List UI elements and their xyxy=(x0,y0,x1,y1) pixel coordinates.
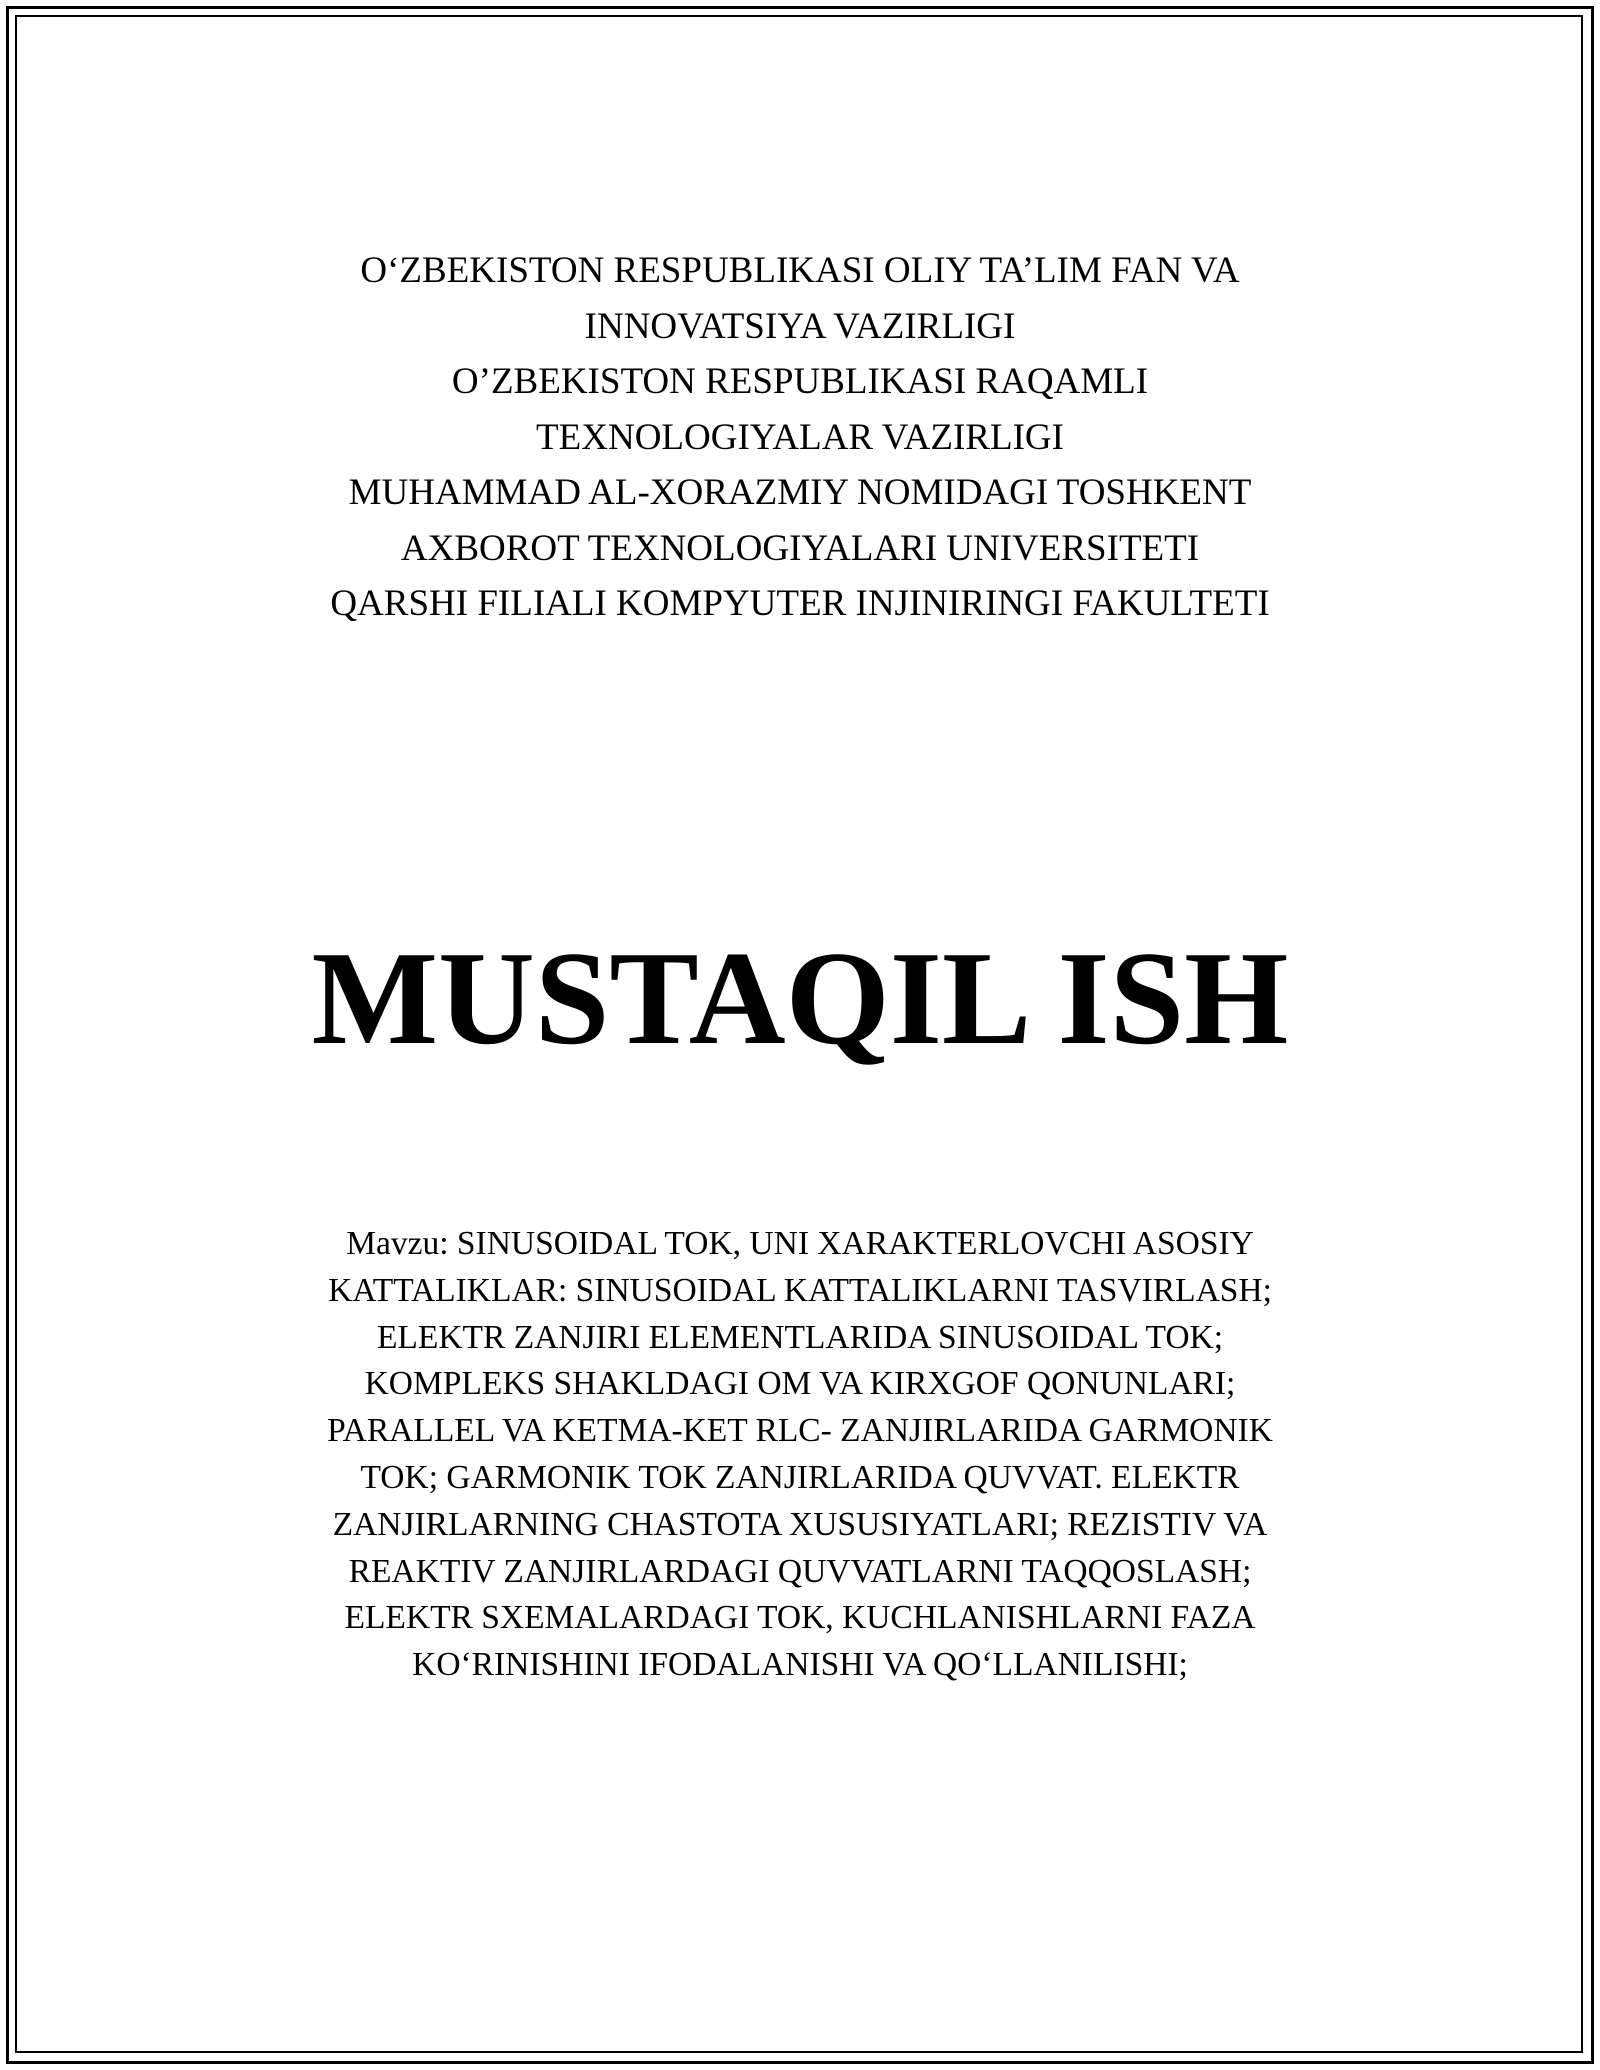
header-line: INNOVATSIYA VAZIRLIGI xyxy=(584,305,1016,347)
header-line: TEXNOLOGIYALAR VAZIRLIGI xyxy=(536,416,1064,458)
topic-line: TOK; GARMONIK TOK ZANJIRLARIDA QUVVAT. ELEKTR xyxy=(360,1458,1240,1496)
header-line: AXBOROT TEXNOLOGIYALARI UNIVERSITETI xyxy=(400,527,1200,569)
topic-line: Mavzu: SINUSOIDAL TOK, UNI XARAKTERLOVCHI ASOSIY xyxy=(346,1225,1254,1262)
document-title: MUSTAQIL ISH xyxy=(311,924,1289,1072)
topic-line: ELEKTR ZANJIRI ELEMENTLARIDA SINUSOIDAL TOK; xyxy=(376,1318,1224,1356)
topic-line: REAKTIV ZANJIRLARDAGI QUVVATLARNI TAQQOSLASH; xyxy=(348,1552,1252,1590)
institution-header xyxy=(0,243,1600,632)
header-line: QARSHI FILIALI KOMPYUTER INJINIRINGI FAKULTETI xyxy=(330,583,1270,624)
header-line: O‘ZBEKISTON RESPUBLIKASI OLIY TA’LIM FAN VA xyxy=(360,250,1240,291)
topic-line: KATTALIKLAR: SINUSOIDAL KATTALIKLARNI TASVIRLASH; xyxy=(328,1271,1272,1309)
header-line: O’ZBEKISTON RESPUBLIKASI RAQAMLI xyxy=(451,361,1149,402)
topic-line: KO‘RINISHINI IFODALANISHI VA QO‘LLANILISHI; xyxy=(412,1646,1188,1684)
topic-block xyxy=(0,1221,1600,1689)
topic-line: ZANJIRLARNING CHASTOTA XUSUSIYATLARI; REZISTIV VA xyxy=(332,1505,1268,1543)
topic-line: KOMPLEKS SHAKLDAGI OM VA KIRXGOF QONUNLARI; xyxy=(364,1365,1236,1403)
topic-line: PARALLEL VA KETMA-KET RLC- ZANJIRLARIDA GARMONIK xyxy=(327,1412,1273,1450)
topic-line: ELEKTR SXEMALARDAGI TOK, KUCHLANISHLARNI FAZA xyxy=(344,1599,1256,1637)
header-line: MUHAMMAD AL-XORAZMIY NOMIDAGI TOSHKENT xyxy=(348,472,1252,513)
